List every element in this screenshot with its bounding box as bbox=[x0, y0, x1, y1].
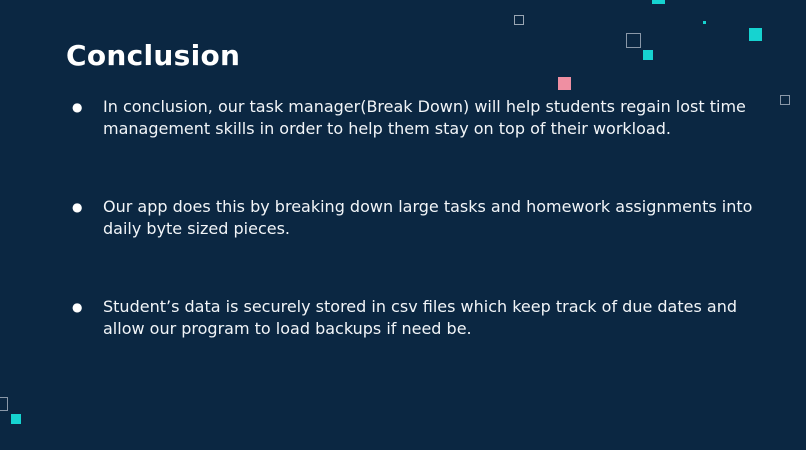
teal-square-decoration bbox=[11, 414, 21, 424]
bullet-item: ● Our app does this by breaking down large tasks and homework assignments into daily byte sized pieces. bbox=[66, 196, 776, 240]
outline-square-decoration bbox=[514, 15, 524, 25]
bullet-item: ● In conclusion, our task manager(Break Down) will help students regain lost time management skills in order to help them stay on top of their workload. bbox=[66, 96, 776, 140]
outline-square-decoration bbox=[626, 33, 641, 48]
outline-square-decoration bbox=[0, 397, 8, 411]
teal-square-decoration bbox=[643, 50, 653, 60]
outline-square-decoration bbox=[780, 95, 790, 105]
pink-square-decoration bbox=[558, 77, 571, 90]
teal-square-decoration bbox=[703, 21, 706, 24]
teal-square-decoration bbox=[652, 0, 665, 4]
bullet-list bbox=[66, 96, 776, 396]
teal-square-decoration bbox=[749, 28, 762, 41]
slide-title: Conclusion bbox=[66, 39, 241, 72]
bullet-item: ● Student’s data is securely stored in csv files which keep track of due dates and allow our program to load backups if need be. bbox=[66, 296, 776, 340]
